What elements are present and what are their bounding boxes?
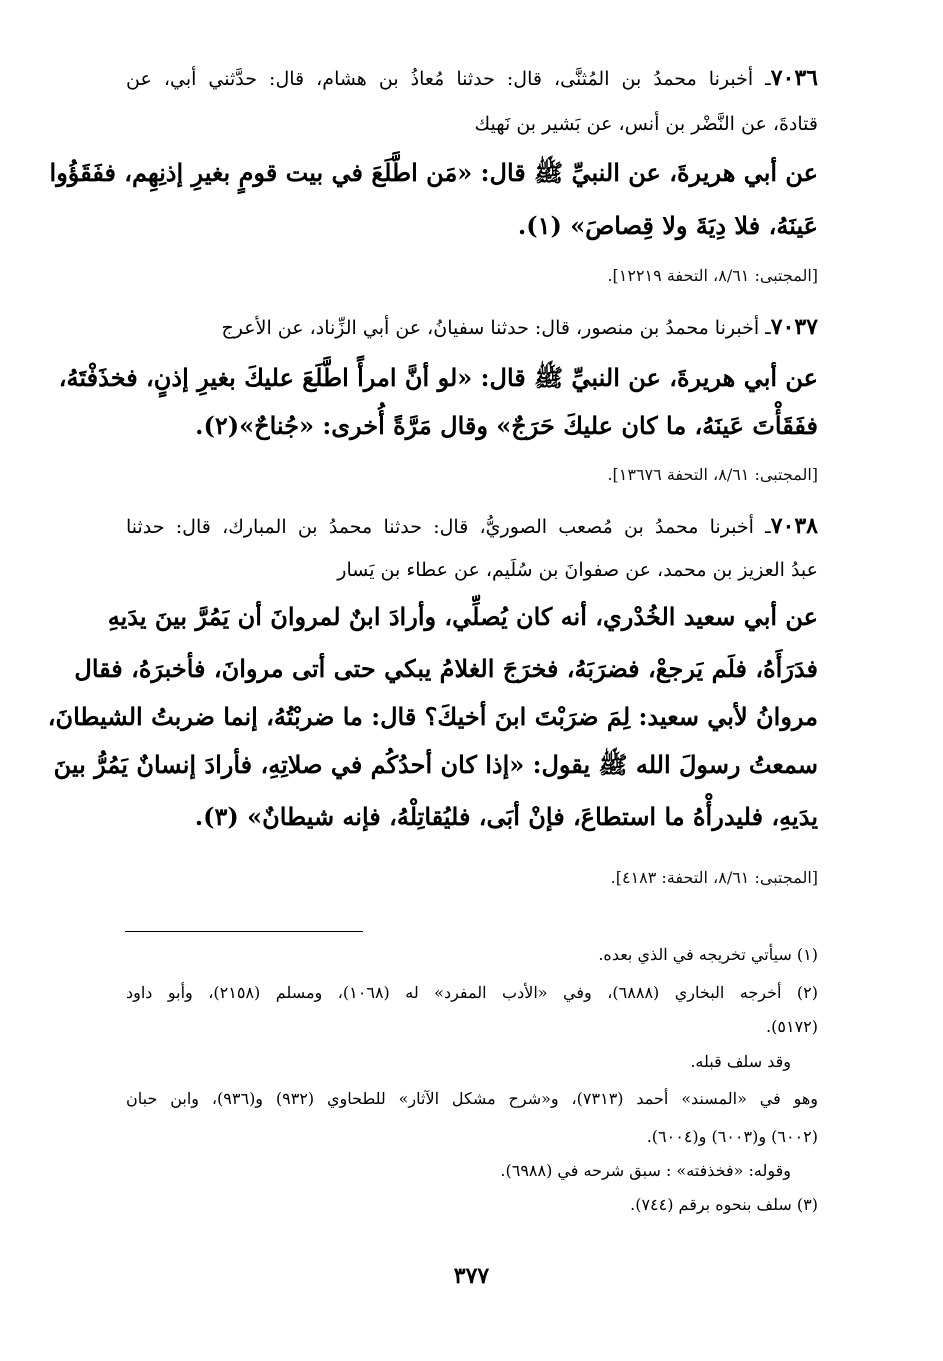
hadith-7038-matn-line-4: سمعتُ رسولَ الله ﷺ يقول: «إذا كان أحدُكُم في صلاتِهِ، فأرادَ إنسانٌ يَمُرُّ بينَ — [53, 750, 818, 779]
footnote-2-line-6: وقوله: «فخذفته» : سبق شرحه في (٦٩٨٨). — [500, 1161, 791, 1180]
footnote-separator — [125, 931, 363, 932]
hadith-number: ٧٠٣٧ — [770, 314, 818, 340]
hadith-7038-matn-line-5: يدَيهِ، فليدرأْهُ ما استطاعَ، فإنْ أبَى، فليُقاتِلْهُ، فإنه شيطانٌ» (٣). — [194, 802, 818, 831]
footnote-3: (٣) سلف بنحوه برقم (٧٤٤). — [630, 1195, 818, 1214]
hadith-7038-isnad-line-1: ٧٠٣٨ـ أخبرنا محمدُ بن مُصعب الصوريُّ، قال: حدثنا محمدُ بن المبارك، قال: حدثنا — [126, 513, 818, 539]
page-number: ٣٧٧ — [453, 1263, 490, 1289]
footnote-2-line-5: (٦٠٠٢) و(٦٠٠٣) و(٦٠٠٤). — [646, 1127, 818, 1146]
hadith-7037-matn-line-2: ففَقَأْتَ عَينَهُ، ما كان عليكَ حَرَجٌ» وقال مَرَّةً أُخرى: «جُناحٌ»(٢). — [195, 411, 818, 440]
footnote-2-line-2: (٥١٧٢). — [766, 1017, 818, 1036]
hadith-7036-reference: [المجتبى: ٨/٦١، التحفة ١٢٢١٩]. — [607, 266, 818, 285]
hadith-7036-isnad-line-1: ٧٠٣٦ـ أخبرنا محمدُ بن المُثنَّى، قال: حدثنا مُعاذُ بن هشام، قال: حدَّثني أبي، عن — [126, 65, 818, 91]
hadith-number: ٧٠٣٨ — [770, 513, 818, 539]
footnote-2-line-1: (٢) أخرجه البخاري (٦٨٨٨)، وفي «الأدب المفرد» له (١٠٦٨)، ومسلم (٢١٥٨)، وأبو داود — [126, 983, 819, 1002]
hadith-7038-reference: [المجتبى: ٨/٦١، التحفة: ٤١٨٣]. — [610, 868, 818, 887]
hadith-7036-isnad-line-2: قتادةَ، عن النَّضْر بن أنس، عن بَشير بن نَهيك — [474, 113, 818, 135]
hadith-7037-reference: [المجتبى: ٨/٦١، التحفة ١٣٦٧٦]. — [607, 465, 818, 484]
hadith-7037-matn-line-1: عن أبي هريرةَ، عن النبيِّ ﷺ قال: «لو أنَّ امرأً اطَّلَعَ عليكَ بغيرِ إذنٍ، فخذَفْتَهُ، — [58, 363, 818, 392]
hadith-7038-matn-line-1: عن أبي سعيد الخُدْري، أنه كان يُصلِّي، وأرادَ ابنٌ لمروانَ أن يَمُرَّ بينَ يدَيهِ — [107, 602, 818, 631]
footnote-1: (١) سيأتي تخريجه في الذي بعده. — [598, 945, 818, 964]
hadith-7038-matn-line-2: فدَرَأَهُ، فلَم يَرجعْ، فضرَبَهُ، فخرَجَ الغلامُ يبكي حتى أتى مروانَ، فأخبرَهُ، فقال — [74, 654, 818, 683]
footnote-2-line-4: وهو في «المسند» أحمد (٧٣١٣)، و«شرح مشكل الآثار» للطحاوي (٩٣٢) و(٩٣٦)، وابن حبان — [126, 1089, 819, 1108]
hadith-7037-isnad-line-1: ٧٠٣٧ـ أخبرنا محمدُ بن منصور، قال: حدثنا سفيانُ، عن أبي الزِّناد، عن الأعرج — [221, 314, 818, 340]
hadith-7038-isnad-line-2: عبدُ العزيز بن محمد، عن صفوانَ بن سُلَيم، عن عطاء بن يَسار — [337, 559, 818, 581]
hadith-number: ٧٠٣٦ — [770, 65, 818, 91]
hadith-7036-matn-line-2: عَينَهُ، فلا دِيَةَ ولا قِصاصَ» (١). — [517, 211, 818, 240]
hadith-7038-matn-line-3: مروانُ لأبي سعيد: لِمَ ضرَبْتَ ابنَ أخيكَ؟ قال: ما ضربْتُهُ، إنما ضربتُ الشيطانَ، — [47, 702, 818, 731]
hadith-7036-matn-line-1: عن أبي هريرةَ، عن النبيِّ ﷺ قال: «مَن اطَّلَعَ في بيت قومٍ بغيرِ إذنِهِم، ففَقَؤُوا — [49, 158, 818, 187]
footnote-2-line-3: وقد سلف قبله. — [690, 1052, 791, 1071]
